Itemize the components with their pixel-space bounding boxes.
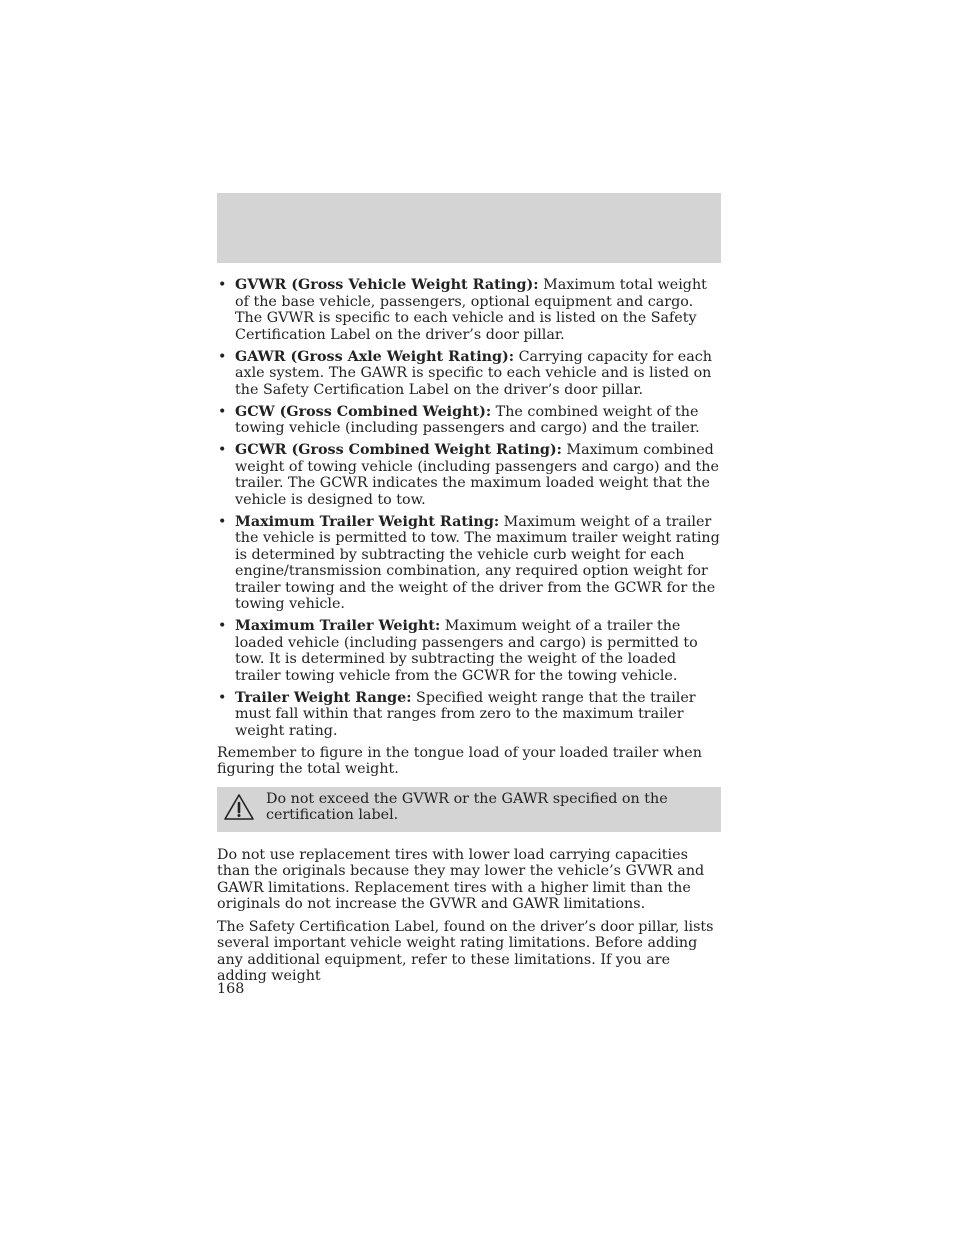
list-item-gvwr: [217, 277, 723, 343]
term-definition: Maximum combined weight of towing vehicle (including passengers and cargo) and the trailer. The GCWR indicates the maximum loaded weight that the vehicle is designed to tow.: [235, 442, 719, 508]
term-definition: Maximum weight of a trailer the loaded vehicle (including passengers and cargo) is permitted to tow. It is determined by subtracting the weight of the loaded trailer towing vehicle from the GCWR for the towing vehicle.: [235, 618, 698, 684]
list-item-trailer-weight-range: [217, 690, 723, 740]
bullet: •: [218, 277, 227, 293]
tongue-load-reminder: Remember to figure in the tongue load of your loaded trailer when figuring the total weight.: [217, 744, 702, 777]
warning-box: [217, 787, 721, 832]
term-label: Trailer Weight Range:: [235, 689, 412, 706]
warning-text: Do not exceed the GVWR or the GAWR specified on the certification label.: [266, 790, 668, 823]
term-label: Maximum Trailer Weight:: [235, 618, 441, 634]
bullet: •: [218, 348, 227, 365]
list-item-gcwr: [217, 442, 723, 508]
certification-label-paragraph: The Safety Certification Label, found on the driver’s door pillar, lists several important vehicle weight rating limitations. Before adding any additional equipment, refer to these limitations. If you are adding weight: [217, 918, 714, 984]
term-label: GCWR (Gross Combined Weight Rating):: [235, 442, 562, 458]
bullet: •: [218, 403, 227, 420]
term-definition: Maximum weight of a trailer the vehicle is permitted to tow. The maximum trailer weight rating is determined by subtracting the vehicle curb weight for each engine/transmission combination, any required option weight for trailer towing and the weight of the driver from the GCWR for the towing vehicle.: [235, 513, 720, 612]
term-label: GAWR (Gross Axle Weight Rating):: [235, 348, 515, 365]
page-content: [217, 277, 723, 991]
term-definition: Specified weight range that the trailer must fall within that ranges from zero to the maximum trailer weight rating.: [235, 689, 696, 739]
page-number: 168: [217, 981, 245, 997]
list-item-max-trailer-weight-rating: [217, 514, 723, 613]
bullet: •: [218, 689, 227, 706]
term-label: Maximum Trailer Weight Rating:: [235, 513, 500, 530]
bullet: •: [218, 513, 227, 530]
list-item-gawr: [217, 349, 723, 399]
weight-definitions-list: [217, 277, 723, 739]
bullet: •: [218, 442, 227, 458]
list-item-max-trailer-weight: [217, 618, 723, 684]
term-definition: Maximum total weight of the base vehicle, passengers, optional equipment and cargo. The GVWR is specific to each vehicle and is listed on the Safety Certification Label on the driver’s door pillar.: [235, 277, 707, 343]
bullet: •: [218, 618, 227, 634]
section-header-band: [217, 193, 721, 263]
warning-triangle-icon: [223, 793, 255, 821]
term-definition: The combined weight of the towing vehicle (including passengers and cargo) and the trailer.: [235, 403, 700, 436]
term-definition: Carrying capacity for each axle system. The GAWR is specific to each vehicle and is listed on the Safety Certification Label on the driver’s door pillar.: [235, 348, 712, 398]
list-item-gcw: [217, 404, 723, 437]
replacement-tires-paragraph: Do not use replacement tires with lower load carrying capacities than the originals because they may lower the vehicle’s GVWR and GAWR limitations. Replacement tires with a higher limit than the originals do not increase the GVWR and GAWR limitations.: [217, 846, 705, 912]
term-label: GCW (Gross Combined Weight):: [235, 403, 492, 420]
term-label: GVWR (Gross Vehicle Weight Rating):: [235, 277, 539, 293]
